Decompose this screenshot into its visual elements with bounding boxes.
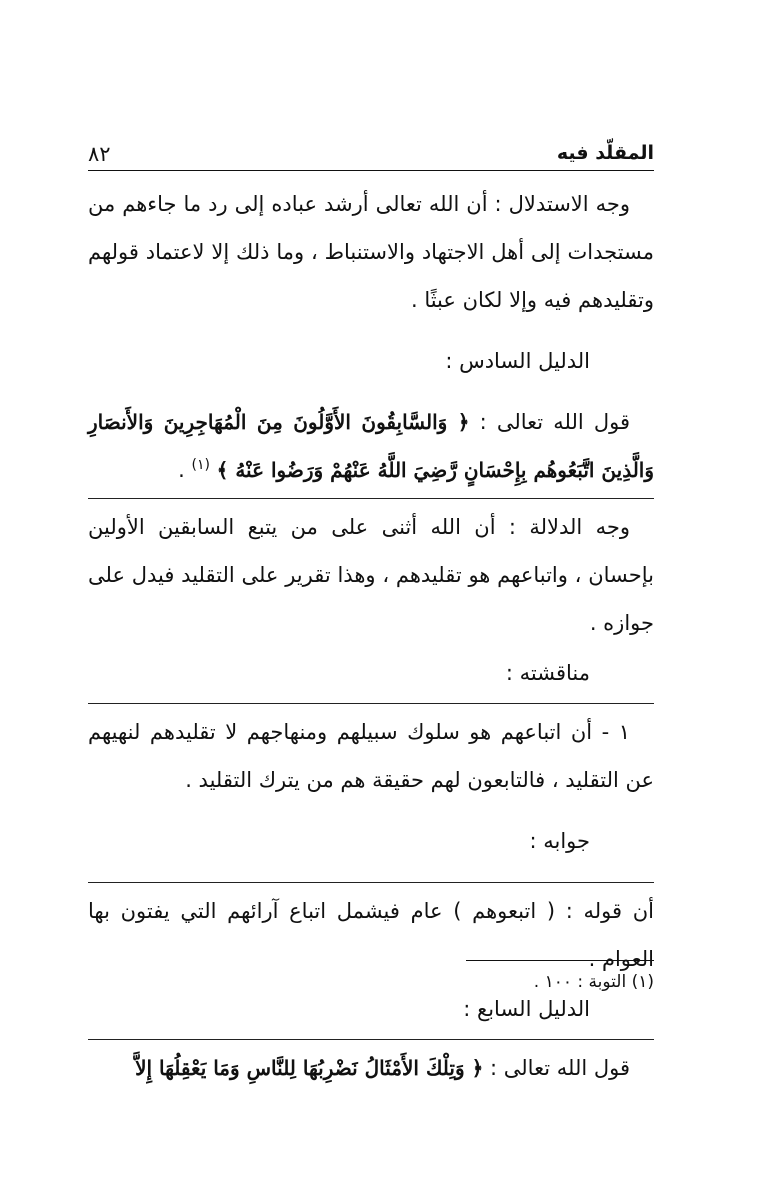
page-header xyxy=(88,140,654,171)
paragraph-objection: ١ - أن اتباعهم هو سلوك سبيلهم ومنهاجهم لا تقليدهم لنهيهم عن التقليد ، فالتابعون لهم حقيقة هم من يترك التقليد . xyxy=(88,720,654,792)
verse-end: . xyxy=(178,458,192,482)
quran-verse: ﴿ وَتِلْكَ الأَمْثَالُ نَضْرِبُهَا لِلنَّاسِ وَمَا يَعْقِلُهَا إِلاَّ xyxy=(135,1056,484,1080)
section-divider xyxy=(88,498,654,499)
verse-intro: قول الله تعالى : xyxy=(479,410,630,434)
paragraph-answer: أن قوله : ( اتبعوهم ) عام فيشمل اتباع آرائهم التي يفتون بها العوام . xyxy=(88,899,654,971)
heading-seventh-evidence: الدليل السابع : xyxy=(463,997,590,1021)
main-text xyxy=(88,180,654,1092)
verse-intro: قول الله تعالى : xyxy=(490,1056,630,1080)
quran-verse: ﴿ وَالسَّابِقُونَ الأَوَّلُونَ مِنَ الْمُهَاجِرِينَ وَالأَنصَارِ وَالَّذِينَ اتَّبَعُوهُم بِإِحْسَانٍ رَّضِيَ اللَّهُ عَنْهُمْ وَرَضُوا عَنْهُ ﴾ xyxy=(88,410,654,482)
paragraph-inference: وجه الاستدلال : أن الله تعالى أرشد عباده إلى رد ما جاءهم من مستجدات إلى أهل الاجتهاد والاستنباط ، وما ذلك إلا لاعتماد قولهم وتقليدهم فيه وإلا لكان عبثًا . xyxy=(88,192,654,312)
footnote: (١) التوبة : ١٠٠ . xyxy=(533,972,654,992)
heading-sixth-evidence: الدليل السادس : xyxy=(445,349,590,373)
paragraph-seventh-evidence-verse xyxy=(88,1044,654,1092)
paragraph-sixth-evidence-verse xyxy=(88,398,654,494)
running-title: المقلّد فيه xyxy=(556,142,654,164)
heading-answer: جوابه : xyxy=(529,829,590,853)
section-divider xyxy=(88,882,654,883)
section-divider xyxy=(88,703,654,704)
paragraph-indication: وجه الدلالة : أن الله أثنى على من يتبع السابقين الأولين بإحسان ، واتباعهم هو تقليدهم ، وهذا تقرير على التقليد فيدل على جوازه . xyxy=(88,515,654,635)
footnote-separator xyxy=(466,960,654,961)
heading-discussion: مناقشته : xyxy=(505,661,590,685)
footnote-ref: (١) xyxy=(191,457,210,473)
section-divider xyxy=(88,1039,654,1040)
page-number: ٨٢ xyxy=(88,142,111,166)
